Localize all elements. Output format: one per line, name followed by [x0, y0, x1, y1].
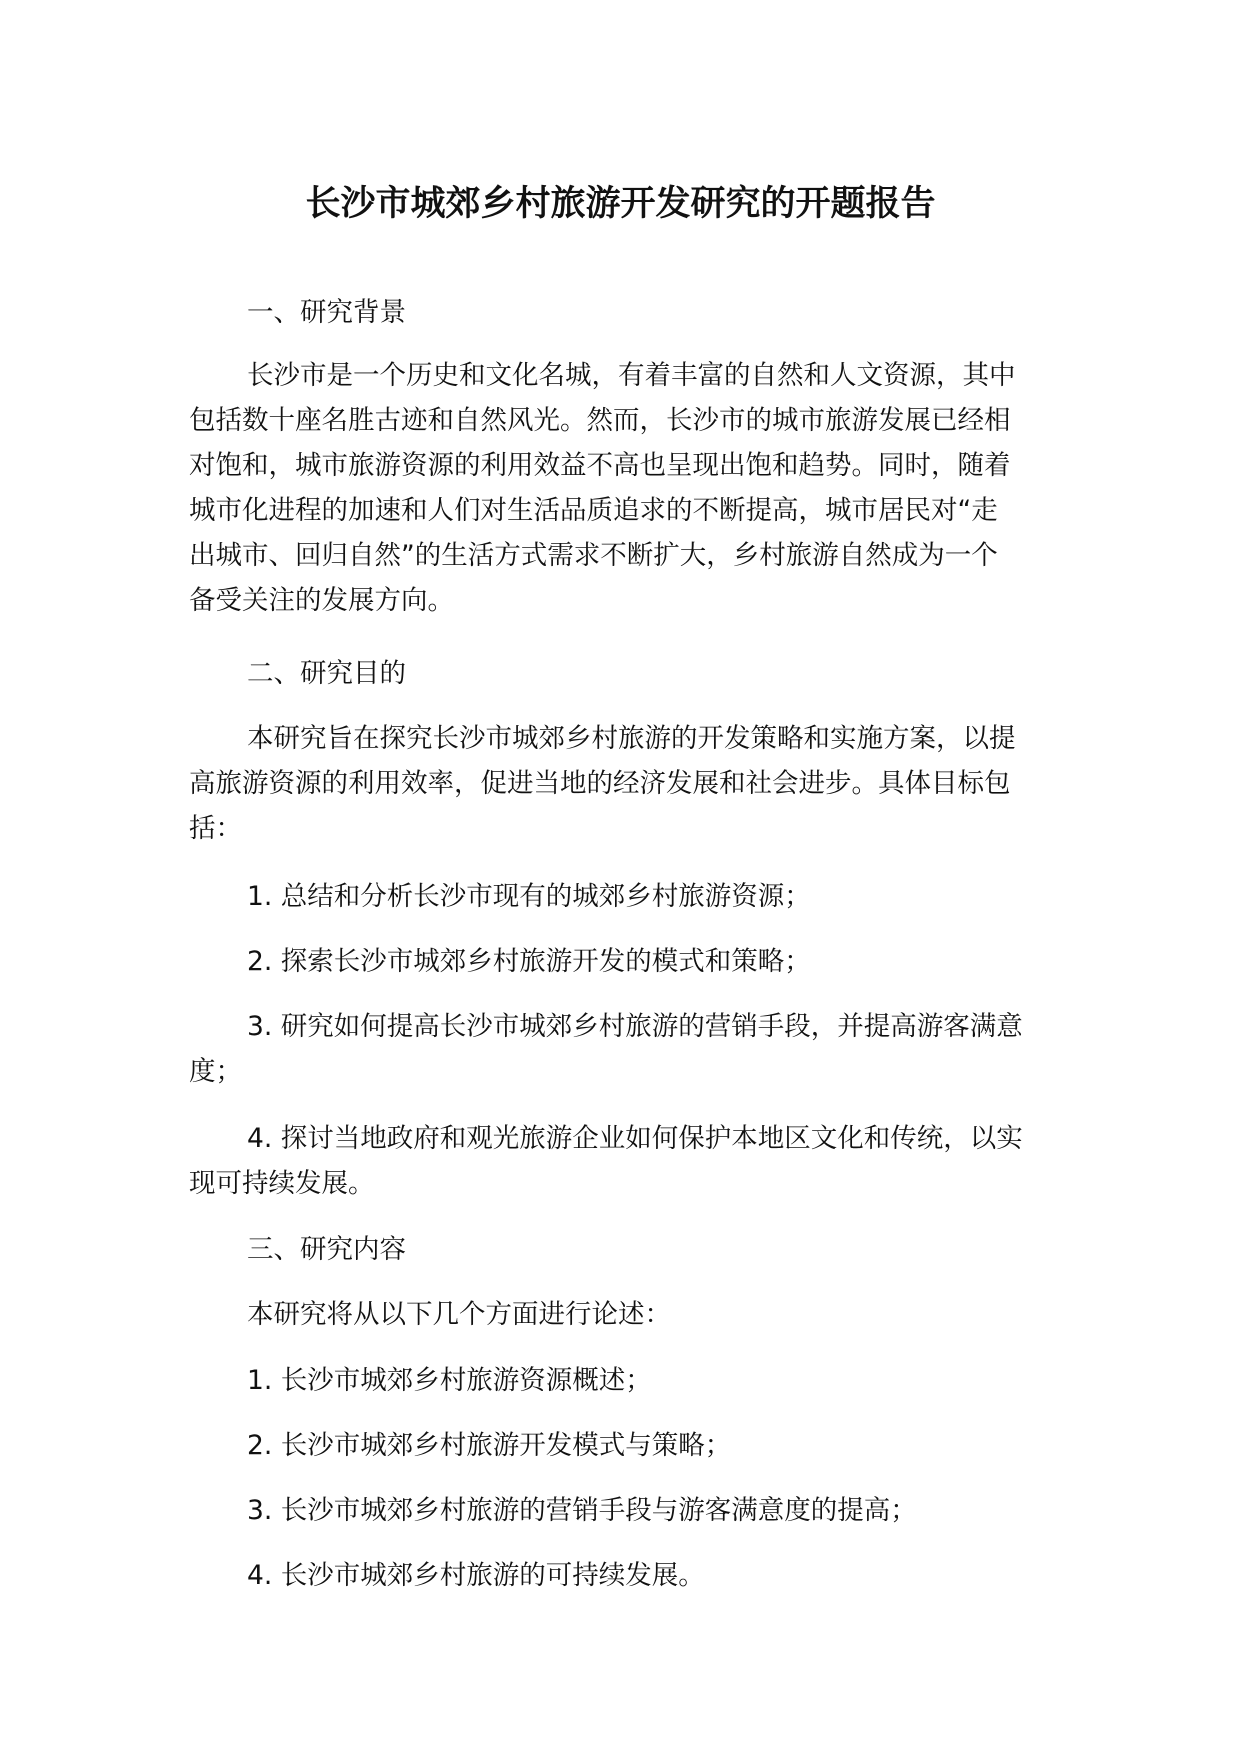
document-title: 长沙市城郊乡村旅游开发研究的开题报告 — [305, 184, 936, 224]
paragraph-line: 本研究将从以下几个方面进行论述： — [247, 1299, 671, 1330]
list-item: 4. 探讨当地政府和观光旅游企业如何保护本地区文化和传统，以实 — [247, 1123, 1023, 1154]
paragraph-line: 高旅游资源的利用效率，促进当地的经济发展和社会进步。具体目标包 — [189, 768, 1011, 799]
paragraph-line: 备受关注的发展方向。 — [189, 585, 454, 616]
paragraph-line: 包括数十座名胜古迹和自然风光。然而，长沙市的城市旅游发展已经相 — [189, 405, 1011, 436]
section-heading-content: 三、研究内容 — [247, 1234, 406, 1265]
paragraph-line: 对饱和，城市旅游资源的利用效益不高也呈现出饱和趋势。同时，随着 — [189, 450, 1011, 481]
list-item: 1. 总结和分析长沙市现有的城郊乡村旅游资源； — [247, 881, 811, 912]
list-item: 3. 长沙市城郊乡村旅游的营销手段与游客满意度的提高； — [247, 1495, 917, 1526]
section-heading-background: 一、研究背景 — [247, 297, 406, 328]
paragraph-line: 长沙市是一个历史和文化名城，有着丰富的自然和人文资源，其中 — [247, 360, 1016, 391]
list-item: 3. 研究如何提高长沙市城郊乡村旅游的营销手段，并提高游客满意 — [247, 1011, 1023, 1042]
list-item: 1. 长沙市城郊乡村旅游资源概述； — [247, 1365, 652, 1396]
list-item: 2. 长沙市城郊乡村旅游开发模式与策略； — [247, 1430, 732, 1461]
section-heading-purpose: 二、研究目的 — [247, 658, 406, 689]
list-item: 2. 探索长沙市城郊乡村旅游开发的模式和策略； — [247, 946, 811, 977]
list-item: 4. 长沙市城郊乡村旅游的可持续发展。 — [247, 1560, 705, 1591]
paragraph-line: 城市化进程的加速和人们对生活品质追求的不断提高，城市居民对“走 — [189, 495, 998, 526]
paragraph-line: 出城市、回归自然”的生活方式需求不断扩大，乡村旅游自然成为一个 — [189, 540, 998, 571]
list-item-continuation: 现可持续发展。 — [189, 1168, 375, 1199]
paragraph-line: 括： — [189, 813, 242, 844]
paragraph-line: 本研究旨在探究长沙市城郊乡村旅游的开发策略和实施方案，以提 — [247, 723, 1016, 754]
list-item-continuation: 度； — [189, 1056, 242, 1087]
